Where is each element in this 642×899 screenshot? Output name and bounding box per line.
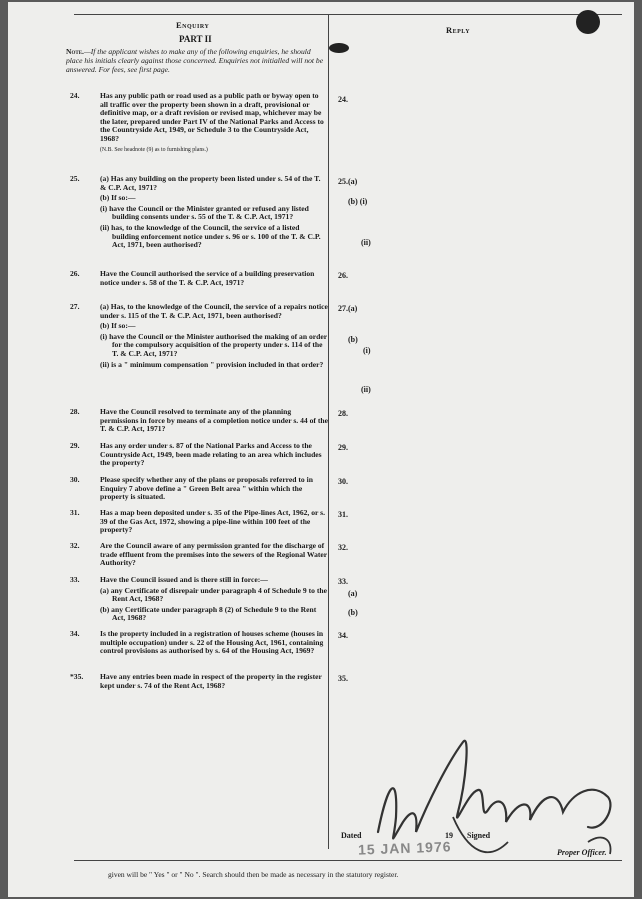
enquiry-number: 29. xyxy=(70,441,80,450)
enquiry-number: 33. xyxy=(70,575,80,584)
reply-24: 24. xyxy=(338,95,348,104)
enquiry-number: 32. xyxy=(70,541,80,550)
enquiry-31 xyxy=(70,509,328,535)
dated-label: Dated xyxy=(341,831,362,840)
enquiry-24 xyxy=(70,92,328,154)
enquiry-text: Please specify whether any of the plans or proposals referred to in Enquiry 7 above define a " Green Belt area " within which the property is situated. xyxy=(100,475,313,502)
top-rule xyxy=(74,14,622,15)
punch-hole-mark xyxy=(326,40,352,56)
enquiry-text-a: (a) any Certificate of disrepair under paragraph 4 of Schedule 9 to the Rent Act, 1968? xyxy=(100,585,327,604)
punch-hole-mark xyxy=(568,2,608,42)
enquiry-text-b: (b) If so:— xyxy=(100,193,136,203)
enquiry-text: Have the Council issued and is there still in force:— xyxy=(100,575,268,584)
reply-27b-ii: (ii) xyxy=(361,385,371,394)
enquiry-note: (N.B. See headnote (9) as to furnishing plans.) xyxy=(100,146,208,153)
enquiry-29 xyxy=(70,442,328,468)
enquiry-28 xyxy=(70,408,328,434)
enquiry-text-b: (b) any Certificate under paragraph 8 (2) of Schedule 9 to the Rent Act, 1968? xyxy=(100,604,317,623)
reply-26: 26. xyxy=(338,271,348,280)
enquiry-heading: Enquiry xyxy=(176,20,210,30)
enquiry-30 xyxy=(70,476,328,502)
enquiry-text-b-ii: (ii) is a " minimum compensation " provision included in that order? xyxy=(100,359,324,369)
enquiry-33 xyxy=(70,576,328,623)
date-stamp: 15 JAN 1976 xyxy=(357,838,452,858)
enquiry-35 xyxy=(70,673,328,690)
form-sheet xyxy=(8,2,634,897)
enquiry-number: *35. xyxy=(70,672,84,681)
enquiry-text: Are the Council aware of any permission granted for the discharge of trade effluent from the premises into the sewers of the Regional Water Authority? xyxy=(100,541,327,568)
enquiry-number: 31. xyxy=(70,508,80,517)
reply-heading: Reply xyxy=(446,25,471,35)
enquiry-25 xyxy=(70,175,328,250)
reply-25b-ii: (ii) xyxy=(361,238,371,247)
reply-30: 30. xyxy=(338,477,348,486)
reply-33: 33. xyxy=(338,577,348,586)
column-divider xyxy=(328,14,329,849)
enquiry-number: 34. xyxy=(70,629,80,638)
part-heading: PART II xyxy=(179,34,212,44)
reply-25a: 25.(a) xyxy=(338,177,358,186)
enquiry-text: Is the property included in a registration of houses scheme (houses in multiple occupation) under s. 22 of the Housing Act, 1961, containing control provisions as authorised by s. 64 of the Housing Act, 1969? xyxy=(100,629,324,656)
enquiry-text-b-i: (i) have the Council or the Minister authorised the making of an order for the compulsory acquisition of the property under s. 114 of the T. & C.P. Act, 1971? xyxy=(100,331,327,358)
enquiry-text-b-ii: (ii) has, to the knowledge of the Council, the service of a listed building enforcement notice under s. 96 or s. 100 of the T. & C.P. Act, 1971, been authorised? xyxy=(100,222,321,250)
proper-officer-label: Proper Officer. xyxy=(557,848,607,857)
enquiry-text-b-i: (i) have the Council or the Minister granted or refused any listed building consents under s. 55 of the T. & C.P. Act, 1971? xyxy=(100,203,309,222)
enquiry-34 xyxy=(70,630,328,656)
reply-29: 29. xyxy=(338,443,348,452)
reply-35: 35. xyxy=(338,674,348,683)
reply-32: 32. xyxy=(338,543,348,552)
enquiry-number: 25. xyxy=(70,174,80,183)
enquiry-text: Have the Council authorised the service of a building preservation notice under s. 58 of the T. & C.P. Act, 1971? xyxy=(100,269,315,287)
enquiry-text: Has any order under s. 87 of the National Parks and Access to the Countryside Act, 1949, been made relating to an area which includes the property? xyxy=(100,441,322,468)
year-label: 19 xyxy=(445,831,453,840)
enquiry-26 xyxy=(70,270,328,287)
enquiry-number: 30. xyxy=(70,475,80,484)
reply-33a: (a) xyxy=(348,589,358,598)
enquiry-number: 27. xyxy=(70,302,80,311)
reply-28: 28. xyxy=(338,409,348,418)
enquiry-text-a: (a) Has any building on the property been listed under s. 54 of the T. & C.P. Act, 1971? xyxy=(100,174,321,192)
enquiry-text: Have the Council resolved to terminate any of the planning permissions in force by means of a completion notice under s. 44 of the T. & C.P. Act, 1971? xyxy=(100,407,328,434)
note-text: —If the applicant wishes to make any of the following enquiries, he should place his initials clearly against those concerned. Enquiries not initialled will not be answered. For fees, see first page. xyxy=(66,47,324,74)
enquiry-text: Have any entries been made in respect of the property in the register kept under s. 74 of the Rent Act, 1968? xyxy=(100,672,322,690)
handwritten-signature xyxy=(358,722,628,872)
enquiry-text-a: (a) Has, to the knowledge of the Council, the service of a repairs notice under s. 115 of the T. & C.P. Act, 1971, been authorised? xyxy=(100,302,328,320)
enquiry-text: Has a map been deposited under s. 35 of the Pipe-lines Act, 1962, or s. 39 of the Gas Act, 1972, showing a pipe-line within 100 feet of the property? xyxy=(100,508,326,535)
reply-31: 31. xyxy=(338,510,348,519)
note-label: Note. xyxy=(66,47,84,56)
reply-25b-i: (b) (i) xyxy=(348,197,368,206)
reply-27b-i: (i) xyxy=(363,346,371,355)
reply-27a: 27.(a) xyxy=(338,304,358,313)
enquiry-27 xyxy=(70,303,328,369)
enquiry-number: 28. xyxy=(70,407,80,416)
instruction-note xyxy=(66,47,326,74)
reply-33b: (b) xyxy=(348,608,358,617)
reply-27b: (b) xyxy=(348,335,358,344)
enquiry-number: 26. xyxy=(70,269,80,278)
reply-34: 34. xyxy=(338,631,348,640)
enquiry-text: Has any public path or road used as a public path or byway open to all traffic over the property been shown in a draft, provisional or definitive map, or a draft revision or revised map, whichever may be the later, prepared under Part IV of the National Parks and Access to the Countryside Act, 1949, or Schedule 3 to the Countryside Act, 1968? xyxy=(100,91,324,143)
enquiry-32 xyxy=(70,542,328,568)
enquiry-number: 24. xyxy=(70,91,80,100)
enquiry-text-b: (b) If so:— xyxy=(100,321,136,331)
signed-label: Signed xyxy=(467,831,491,840)
footer-text: given will be " Yes " or " No ". Search should then be made as necessary in the statutory register. xyxy=(108,870,399,879)
